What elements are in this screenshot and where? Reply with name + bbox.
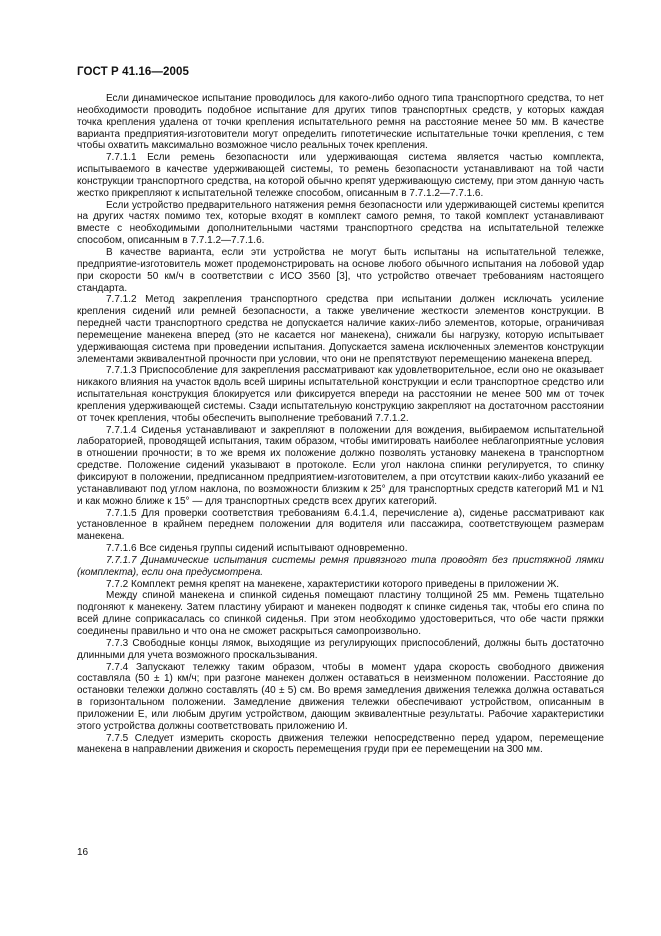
paragraph: Если динамическое испытание проводилось для какого-либо одного типа транспортного средства, то нет необходимости проводить подобное испытание для других типов транспортных средств, у которых каждая точка крепления удалена от точки крепления испытательного ремня на расстояние менее 50 мм. В качестве варианта предприятия-изготовители могут определить гипотетические испытательные точки крепления, с тем чтобы охватить максимально возможное число реальных точек крепления. (77, 93, 604, 152)
paragraph: 7.7.1.2 Метод закрепления транспортного средства при испытании должен исключать усиление крепления сидений или ремней безопасности, а также увеличение жесткости элементов конструкции. В передней части транспортного средства не допускается наличие каких-либо элементов, которые, ограничивая перемещение манекена вперед (это не касается ног манекена), снижали бы нагрузку, которую испытывает удерживающая система при проведении испытания. Допускается замена исключенных элементов конструкции элементами эквивалентной прочности при условии, что они не препятствуют перемещению манекена вперед. (77, 294, 604, 365)
paragraph: В качестве варианта, если эти устройства не могут быть испытаны на испытательной тележке, предприятие-изготовитель может продемонстрировать на основе любого обычного испытания на лобовой удар при скорости 50 км/ч в соответствии с ИСО 3560 [3], что устройство отвечает требованиям настоящего стандарта. (77, 246, 604, 294)
paragraph: Между спиной манекена и спинкой сиденья помещают пластину толщиной 25 мм. Ремень тщательно подгоняют к манекену. Затем пластину убирают и манекен подводят к спинке сиденья так, чтобы его спина по всей длине соприкасалась со спинкой сиденья. При этом необходимо удостовериться, что обе части пряжки соединены правильно и что она не сможет раскрыться самопроизвольно. (77, 590, 604, 637)
paragraph: 7.7.5 Следует измерить скорость движения тележки непосредственно перед ударом, перемещение манекена в направлении движения и скорость перемещения груди при ее перемещении на 300 мм. (77, 732, 604, 756)
paragraph: 7.7.1.3 Приспособление для закрепления рассматривают как удовлетворительное, если оно не оказывает никакого влияния на участок вдоль всей ширины испытательной конструкции и если транспортное средство или испытательная конструкция блокируется или фиксируется впереди на расстоянии не менее 500 мм от точек крепления удерживающей системы. Сзади испытательную конструкцию закрепляют на достаточном расстоянии от точек крепления, чтобы обеспечить выполнение требований 7.7.1.2. (77, 365, 604, 424)
paragraph: 7.7.2 Комплект ремня крепят на манекене, характеристики которого приведены в приложении Ж. (106, 578, 560, 590)
page-number: 16 (77, 847, 89, 858)
paragraph: 7.7.1.4 Сиденья устанавливают и закрепляют в положении для вождения, выбираемом испытательной лабораторией, проводящей испытания, таким образом, чтобы имитировать наиболее неблагоприятные условия в отношении прочности; в то же время их положение должно позволять установку манекена в транспортном средстве. Положение сидений указывают в протоколе. Если угол наклона спинки регулируется, то спинку фиксируют в положении, предписанном предприятием-изготовителем, а при отсутствии каких-либо указаний ее устанавливают под углом наклона, по возможности близким к 25° для транспортных средств категорий M1 и N1 и как можно ближе к 15° — для транспортных средств всех других категорий. (77, 424, 604, 507)
paragraph: 7.7.1.6 Все сиденья группы сидений испытывают одновременно. (106, 543, 408, 555)
paragraph: 7.7.1.5 Для проверки соответствия требованиям 6.4.1.4, перечисление а), сиденье рассматривают как установленное в крайнем переднем положении для водителя или пассажира, соответствующем размерам манекена. (77, 507, 604, 543)
paragraph: 7.7.3 Свободные концы лямок, выходящие из регулирующих приспособлений, должны быть достаточно длинными для учета возможного проскальзывания. (77, 637, 604, 661)
document-body (77, 93, 604, 756)
paragraph: 7.7.1.1 Если ремень безопасности или удерживающая система является частью комплекта, испытываемого в качестве удерживающей системы, то ремень безопасности устанавливают на той части конструкции транспортного средства, на которой обычно крепят удерживающую систему, при этом данную часть жестко прикрепляют к испытательной тележке способом, описанным в 7.7.1.2—7.7.1.6. (77, 152, 604, 199)
paragraph: 7.7.4 Запускают тележку таким образом, чтобы в момент удара скорость свободного движения составляла (50 ± 1) км/ч; при разгоне манекен должен оставаться в неизменном положении. Расстояние до остановки тележки должно составлять (40 ± 5) см. Во время замедления движения тележка должна оставаться в горизонтальном положении. Замедление движения тележки обеспечивают устройством, описанным в приложении Е, или любым другим устройством, дающим эквивалентные результаты. Рабочие характеристики этого устройства должны соответствовать приложению И. (77, 661, 604, 732)
paragraph: Если устройство предварительного натяжения ремня безопасности или удерживающей системы крепится на других частях помимо тех, которые входят в комплект самого ремня, то такой комплект устанавливают вместе с необходимыми дополнительными частями транспортного средства на испытательной тележке способом, описанным в 7.7.1.2—7.7.1.6. (77, 199, 604, 247)
document-header: ГОСТ Р 41.16—2005 (77, 66, 189, 78)
paragraph: 7.7.1.7 Динамические испытания системы ремня привязного типа проводят без пристяжной лямки (комплекта), если она предусмотрена. (77, 554, 604, 578)
